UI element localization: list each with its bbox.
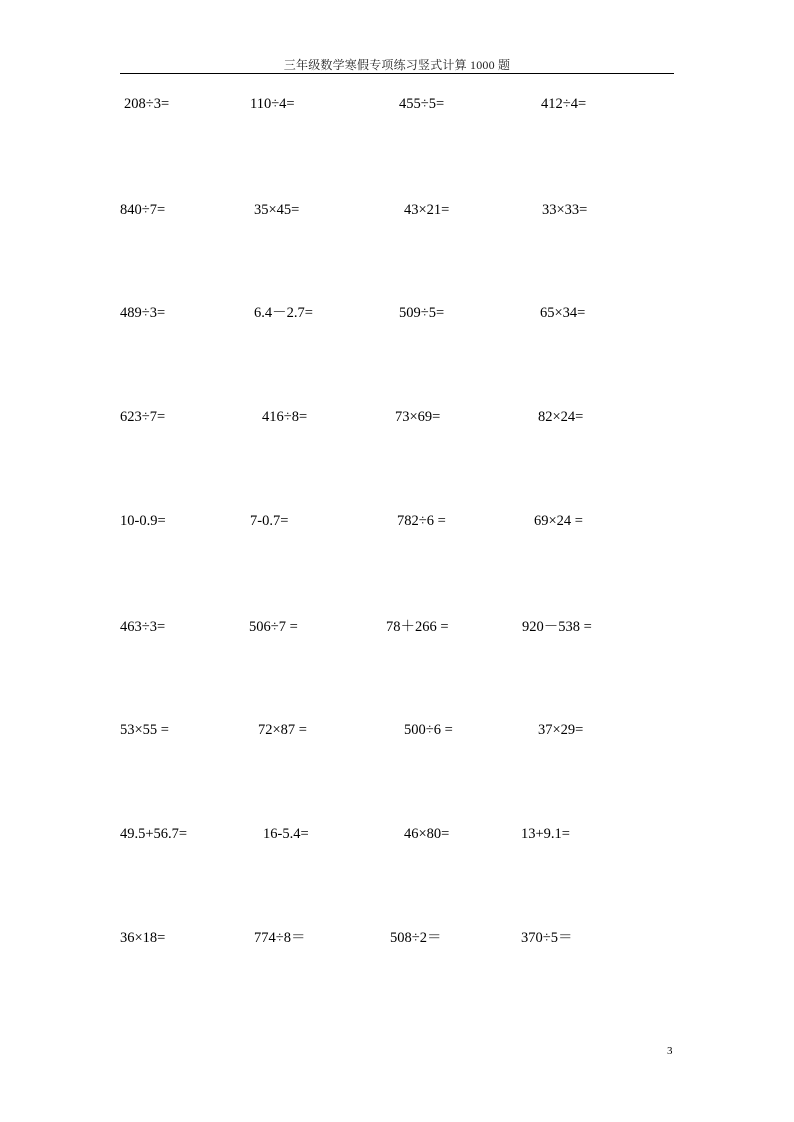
math-problem: 489÷3= <box>120 305 166 321</box>
math-problem: 416÷8= <box>262 409 308 425</box>
math-problem: 43×21= <box>404 202 450 218</box>
math-problem: 16-5.4= <box>263 826 309 842</box>
math-problem: 72×87 = <box>258 722 307 738</box>
math-problem: 370÷5＝ <box>521 930 573 946</box>
page-header-title: 三年级数学寒假专项练习竖式计算 1000 题 <box>283 58 511 72</box>
math-problem: 13+9.1= <box>521 826 570 842</box>
math-problem: 782÷6 = <box>397 513 446 529</box>
math-problem: 35×45= <box>254 202 300 218</box>
math-problem: 506÷7 = <box>249 619 298 635</box>
page-number: 3 <box>667 1045 673 1057</box>
math-problem: 455÷5= <box>399 96 445 112</box>
math-problem: 208÷3= <box>124 96 170 112</box>
math-problem: 500÷6 = <box>404 722 453 738</box>
math-problem: 65×34= <box>540 305 586 321</box>
math-problem: 508÷2＝ <box>390 930 442 946</box>
math-problem: 33×33= <box>542 202 588 218</box>
math-problem: 10-0.9= <box>120 513 166 529</box>
math-problem: 7-0.7= <box>250 513 289 529</box>
math-problem: 110÷4= <box>250 96 295 112</box>
math-problem: 509÷5= <box>399 305 445 321</box>
math-problem: 774÷8＝ <box>254 930 306 946</box>
math-problem: 37×29= <box>538 722 584 738</box>
math-problem: 36×18= <box>120 930 166 946</box>
math-problem: 920－538 = <box>522 619 592 635</box>
math-problem: 73×69= <box>395 409 441 425</box>
math-problem: 840÷7= <box>120 202 166 218</box>
math-problem: 49.5+56.7= <box>120 826 188 842</box>
math-problem: 623÷7= <box>120 409 166 425</box>
math-problem: 69×24 = <box>534 513 583 529</box>
math-problem: 82×24= <box>538 409 584 425</box>
math-problem: 53×55 = <box>120 722 169 738</box>
math-problem: 6.4－2.7= <box>254 305 313 321</box>
header-divider <box>120 73 674 74</box>
math-problem: 412÷4= <box>541 96 587 112</box>
math-problem: 78＋266 = <box>386 619 449 635</box>
math-problem: 463÷3= <box>120 619 166 635</box>
math-problem: 46×80= <box>404 826 450 842</box>
